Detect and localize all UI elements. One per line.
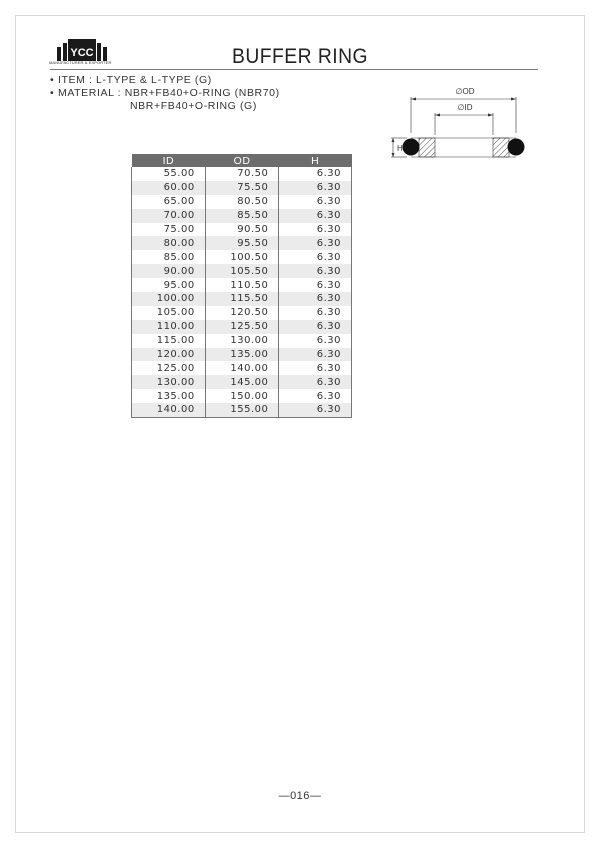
cell-h: 6.30 xyxy=(279,320,352,334)
cell-od: 135.00 xyxy=(205,348,279,362)
item-label: ITEM xyxy=(58,74,86,86)
cell-od: 120.50 xyxy=(205,306,279,320)
cell-od: 150.00 xyxy=(205,389,279,403)
table-row xyxy=(132,167,352,181)
table-row xyxy=(132,403,352,417)
column-header-id: ID xyxy=(132,154,206,167)
header-rule xyxy=(50,69,538,70)
table-row xyxy=(132,278,352,292)
cell-id: 100.00 xyxy=(132,292,206,306)
cell-h: 6.30 xyxy=(279,209,352,223)
cell-od: 145.00 xyxy=(205,375,279,389)
cell-id: 75.00 xyxy=(132,223,206,237)
cell-h: 6.30 xyxy=(279,167,352,181)
cell-od: 115.50 xyxy=(205,292,279,306)
table-row xyxy=(132,223,352,237)
cell-h: 6.30 xyxy=(279,361,352,375)
cell-od: 125.50 xyxy=(205,320,279,334)
table-row xyxy=(132,375,352,389)
cell-od: 95.50 xyxy=(205,236,279,250)
cell-id: 95.00 xyxy=(132,278,206,292)
cell-id: 85.00 xyxy=(132,250,206,264)
cell-od: 140.00 xyxy=(205,361,279,375)
cell-od: 100.50 xyxy=(205,250,279,264)
column-header-od: OD xyxy=(205,154,279,167)
h-label: H xyxy=(397,144,403,153)
cell-id: 135.00 xyxy=(132,389,206,403)
cell-h: 6.30 xyxy=(279,306,352,320)
cell-od: 70.50 xyxy=(205,167,279,181)
cell-id: 110.00 xyxy=(132,320,206,334)
cell-id: 120.00 xyxy=(132,348,206,362)
cell-od: 130.00 xyxy=(205,334,279,348)
table-row xyxy=(132,389,352,403)
cell-id: 60.00 xyxy=(132,181,206,195)
cell-od: 75.50 xyxy=(205,181,279,195)
cell-h: 6.30 xyxy=(279,348,352,362)
spec-item-line: • ITEM : L-TYPE & L-TYPE (G) xyxy=(50,74,212,86)
cell-h: 6.30 xyxy=(279,403,352,417)
material-value-2: NBR+FB40+O-RING (G) xyxy=(130,100,257,112)
page-title: BUFFER RING xyxy=(231,45,369,68)
cell-id: 125.00 xyxy=(132,361,206,375)
spec-material-line: • MATERIAL : NBR+FB40+O-RING (NBR70) xyxy=(50,87,280,99)
cell-id: 65.00 xyxy=(132,195,206,209)
cell-h: 6.30 xyxy=(279,389,352,403)
table-row xyxy=(132,209,352,223)
cell-h: 6.30 xyxy=(279,223,352,237)
size-table xyxy=(131,154,352,418)
material-value-1: NBR+FB40+O-RING (NBR70) xyxy=(124,87,280,99)
table-row xyxy=(132,348,352,362)
cell-od: 105.50 xyxy=(205,264,279,278)
table-row xyxy=(132,236,352,250)
od-label: ∅OD xyxy=(455,87,475,96)
logo-caption: MANUFACTURER & EXPORTER xyxy=(49,60,112,65)
cell-h: 6.30 xyxy=(279,181,352,195)
cell-h: 6.30 xyxy=(279,375,352,389)
cell-id: 90.00 xyxy=(132,264,206,278)
cell-h: 6.30 xyxy=(279,236,352,250)
cell-h: 6.30 xyxy=(279,195,352,209)
table-row xyxy=(132,361,352,375)
buffer-ring-diagram xyxy=(385,83,525,173)
table-header-row xyxy=(132,154,352,167)
cell-h: 6.30 xyxy=(279,334,352,348)
page-number: —016— xyxy=(278,790,322,802)
cell-id: 115.00 xyxy=(132,334,206,348)
cell-od: 80.50 xyxy=(205,195,279,209)
table-row xyxy=(132,250,352,264)
cell-h: 6.30 xyxy=(279,264,352,278)
cell-od: 85.50 xyxy=(205,209,279,223)
cell-id: 70.00 xyxy=(132,209,206,223)
column-header-h: H xyxy=(279,154,352,167)
cell-id: 140.00 xyxy=(132,403,206,417)
table-row xyxy=(132,195,352,209)
table-row xyxy=(132,292,352,306)
logo-text: YCC xyxy=(70,47,94,59)
cell-id: 130.00 xyxy=(132,375,206,389)
table-row xyxy=(132,264,352,278)
table-row xyxy=(132,334,352,348)
id-label: ∅ID xyxy=(457,103,473,112)
table-row xyxy=(132,181,352,195)
cell-od: 90.50 xyxy=(205,223,279,237)
bullet-icon: • xyxy=(50,74,55,86)
material-label: MATERIAL xyxy=(58,87,115,99)
item-value: L-TYPE & L-TYPE (G) xyxy=(96,74,212,86)
cell-h: 6.30 xyxy=(279,250,352,264)
cell-id: 55.00 xyxy=(132,167,206,181)
table-row xyxy=(132,320,352,334)
table-row xyxy=(132,306,352,320)
cell-id: 80.00 xyxy=(132,236,206,250)
cell-h: 6.30 xyxy=(279,278,352,292)
cell-od: 155.00 xyxy=(205,403,279,417)
bullet-icon: • xyxy=(50,87,55,99)
cell-h: 6.30 xyxy=(279,292,352,306)
cell-od: 110.50 xyxy=(205,278,279,292)
cell-id: 105.00 xyxy=(132,306,206,320)
